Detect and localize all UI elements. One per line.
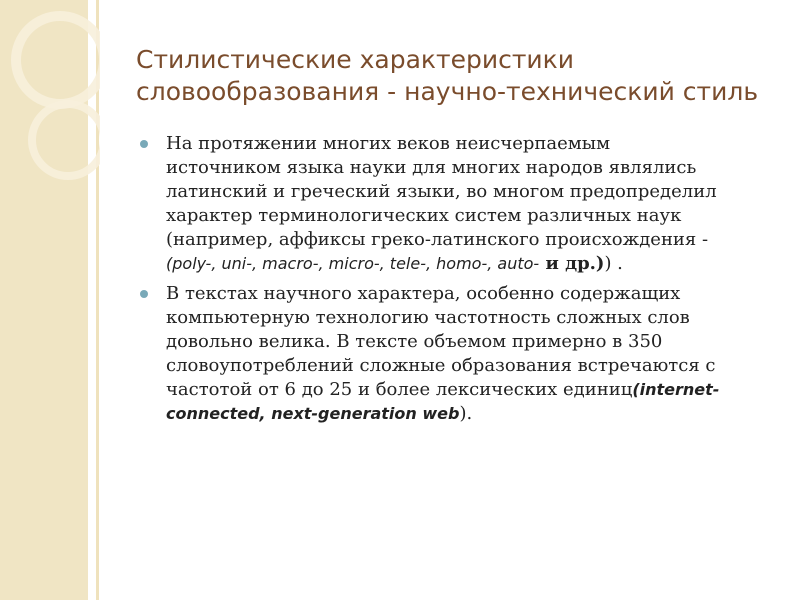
text-line	[166, 378, 780, 402]
closing-text: ).	[459, 403, 473, 424]
text-line: На протяжении многих веков неисчерпаемым	[166, 133, 611, 154]
affix-examples-line	[166, 252, 780, 276]
bullet-list	[140, 132, 780, 432]
text-line: довольно велика. В тексте объемом примерно в 350	[166, 331, 663, 352]
bullet-dot-icon	[140, 290, 148, 298]
title-line-1: Стилистические характеристики	[136, 45, 574, 74]
frequency-text: частотой от 6 до 25 и более лексических единиц	[166, 379, 633, 400]
example-terms-start: (internet-	[632, 380, 720, 399]
circle-ornament	[0, 0, 100, 210]
text-line: компьютерную технологию частотность сложных слов	[166, 307, 690, 328]
open-paren: (	[166, 254, 173, 273]
text-line: источником языка науки для многих народов являлись	[166, 157, 697, 178]
text-line	[166, 402, 780, 426]
slide-title	[136, 44, 776, 108]
text-line: В текстах научного характера, особенно содержащих	[166, 283, 681, 304]
text-line: характер терминологических систем различных наук	[166, 205, 682, 226]
bullet-item-compound-words	[140, 282, 780, 426]
affix-examples: poly-, uni-, macro-, micro-, tele-, homo-, auto-	[172, 254, 540, 273]
bullet-dot-icon	[140, 140, 148, 148]
text-line: (например, аффиксы греко-латинского происхождения -	[166, 229, 709, 250]
title-line-2: словообразования - научно-технический стиль	[136, 77, 759, 106]
closing-text: ) .	[604, 253, 623, 274]
etc-text: и др.)	[539, 253, 605, 274]
bullet-item-latin-greek	[140, 132, 780, 276]
text-line: словоупотреблений сложные образования встречаются с	[166, 355, 716, 376]
text-line: латинский и греческий языки, во многом предопределил	[166, 181, 717, 202]
example-terms-end: connected, next-generation web	[166, 404, 460, 423]
